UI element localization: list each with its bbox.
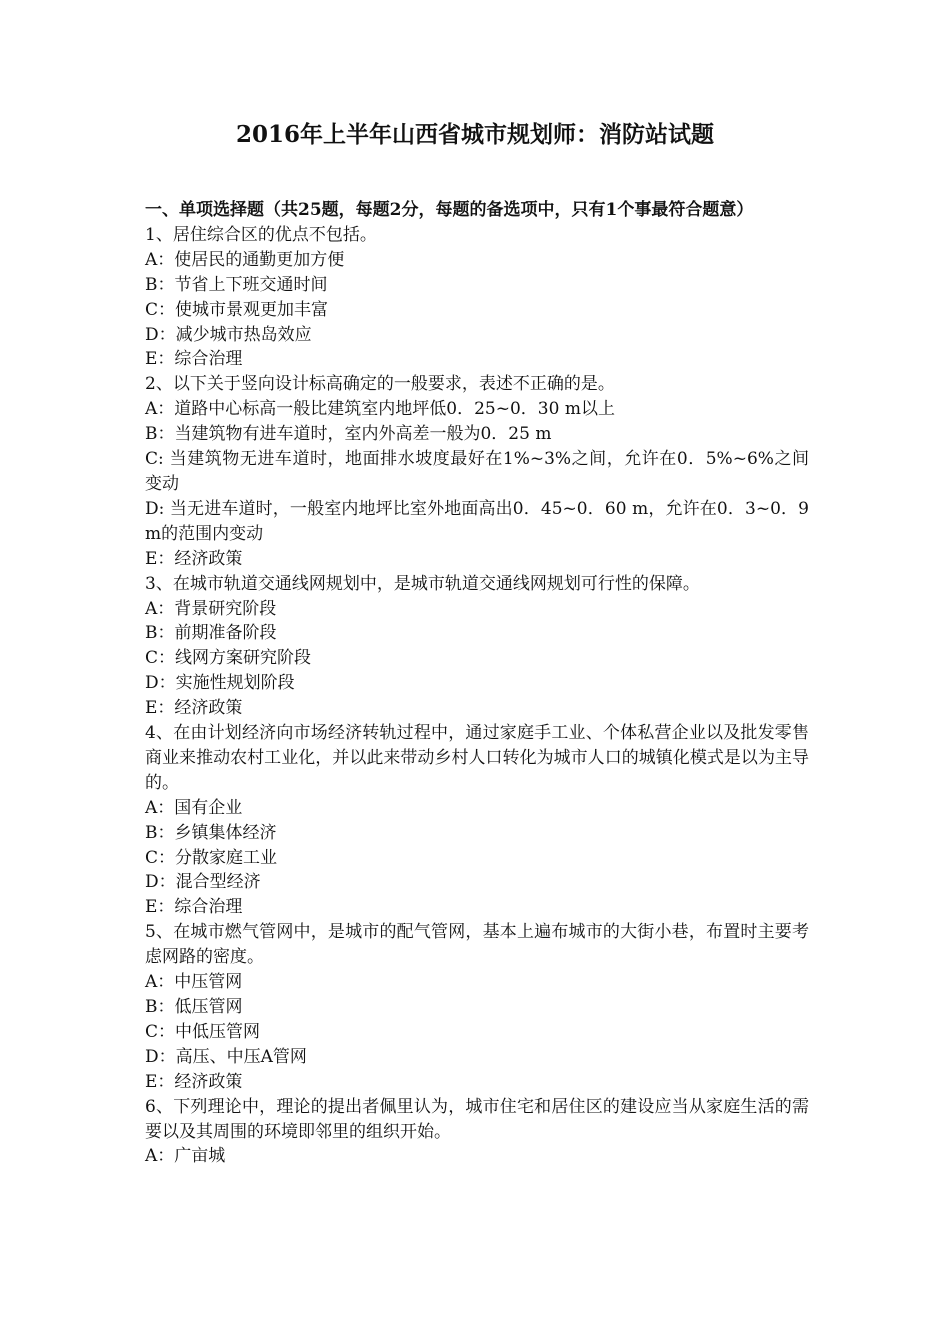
answer-option: E：经济政策 bbox=[145, 1071, 243, 1092]
answer-option: D：混合型经济 bbox=[145, 872, 261, 893]
answer-option: D：高压、中压A管网 bbox=[145, 1046, 307, 1067]
section-heading: 一、单项选择题（共25题，每题2分，每题的备选项中，只有1个事最符合题意） bbox=[145, 200, 754, 220]
answer-option: C: 当建筑物无进车道时，地面排水坡度最好在1%~3%之间，允许在0．5%~6%之间变动 bbox=[145, 449, 809, 494]
answer-option: C：中低压管网 bbox=[145, 1021, 261, 1042]
answer-option: A：背景研究阶段 bbox=[145, 598, 277, 619]
answer-option: D：实施性规划阶段 bbox=[145, 673, 295, 694]
answer-option: B：当建筑物有进车道时，室内外高差一般为0．25 m bbox=[145, 424, 552, 445]
answer-option: C：分散家庭工业 bbox=[145, 847, 278, 868]
answer-option: A：广亩城 bbox=[145, 1146, 226, 1167]
answer-option: A：中压管网 bbox=[145, 972, 243, 993]
answer-option: A：国有企业 bbox=[145, 797, 243, 818]
answer-option: E：综合治理 bbox=[145, 349, 243, 370]
answer-option: E：综合治理 bbox=[145, 897, 243, 918]
answer-option: E：经济政策 bbox=[145, 548, 243, 569]
answer-option: D：减少城市热岛效应 bbox=[145, 324, 312, 345]
answer-option: E：经济政策 bbox=[145, 698, 243, 719]
answer-option: C：线网方案研究阶段 bbox=[145, 648, 312, 669]
question-stem: 5、在城市燃气管网中，是城市的配气管网，基本上遍布城市的大街小巷，布置时主要考虑网路的密度。 bbox=[145, 922, 809, 968]
answer-option: B：低压管网 bbox=[145, 997, 243, 1017]
answer-option: A：使居民的通勤更加方便 bbox=[145, 249, 345, 270]
question-stem: 1、居住综合区的优点不包括。 bbox=[145, 224, 377, 245]
answer-option: D: 当无进车道时，一般室内地坪比室外地面高出0．45~0．60 m，允许在0．3~0．9 m的范围内变动 bbox=[145, 498, 809, 544]
answer-option: B：乡镇集体经济 bbox=[145, 822, 277, 843]
answer-option: A：道路中心标高一般比建筑室内地坪低0．25~0．30 m以上 bbox=[145, 399, 615, 420]
question-stem: 6、下列理论中，理论的提出者佩里认为，城市住宅和居住区的建设应当从家庭生活的需要以及其周围的环境即邻里的组织开始。 bbox=[145, 1096, 809, 1142]
document-body bbox=[145, 198, 809, 1169]
answer-option: B：前期准备阶段 bbox=[145, 623, 277, 644]
answer-option: B：节省上下班交通时间 bbox=[145, 274, 328, 295]
question-stem: 4、在由计划经济向市场经济转轨过程中，通过家庭手工业、个体私营企业以及批发零售商业来推动农村工业化，并以此来带动乡村人口转化为城市人口的城镇化模式是以为主导的。 bbox=[145, 723, 809, 793]
question-stem: 2、以下关于竖向设计标高确定的一般要求，表述不正确的是。 bbox=[145, 374, 615, 395]
question-stem: 3、在城市轨道交通线网规划中，是城市轨道交通线网规划可行性的保障。 bbox=[145, 573, 700, 594]
answer-option: C：使城市景观更加丰富 bbox=[145, 299, 329, 320]
document-title: 2016年上半年山西省城市规划师：消防站试题 bbox=[235, 121, 714, 148]
